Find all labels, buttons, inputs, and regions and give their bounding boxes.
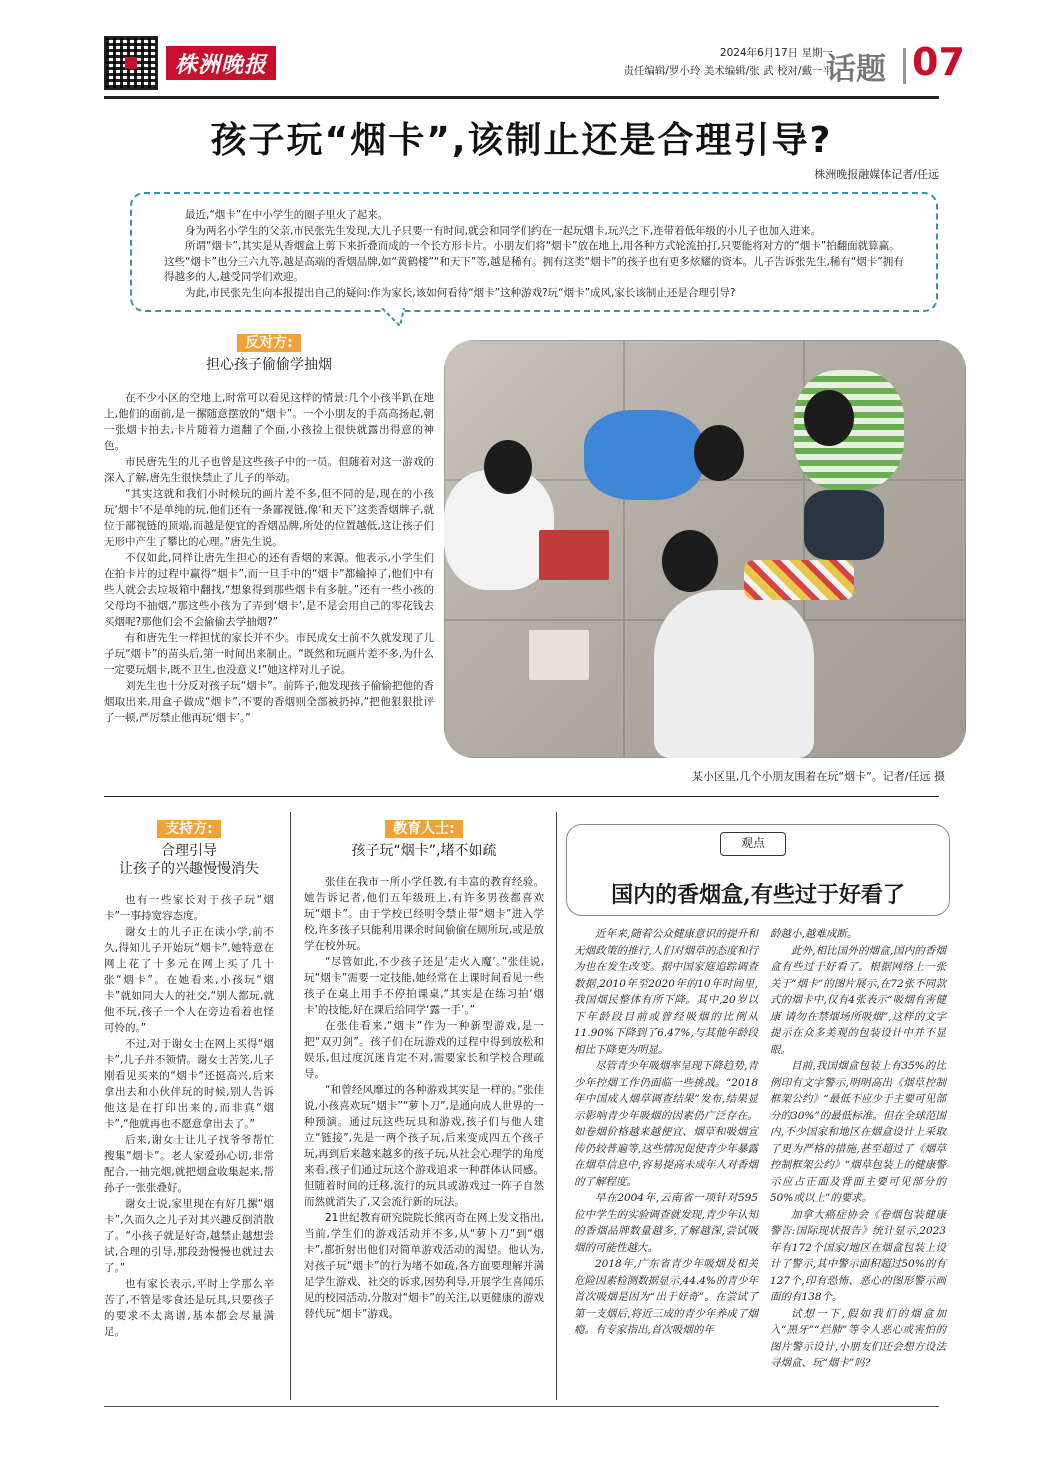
viewpoint-paragraph: 加拿大癌症协会《卷烟包装健康警告:国际现状报告》统计显示,2023年有172个国家/地区在烟盒包装上设计了警示,其中警示面积超过50%的有127个,印有恐怖、恶心的图形警示画面的有138个。: [770, 1208, 946, 1303]
educator-paragraph: “和曾经风靡过的各种游戏其实是一样的。”张佳说,小孩喜欢玩“烟卡”“萝卜刀”,是通向成人世界的一种预演。通过玩这些玩具和游戏,孩子们与他人建立“链接”,先是一两个孩子玩,后来变成四五个孩子玩,再到后来越来越多的孩子玩,从社会心理学的角度来看,孩子们通过玩这个游戏追求一种群体认同感。但随着时间的迁移,流行的玩具或游戏过一阵子自然而然就消失了,又会流行新的玩法。: [304, 1084, 544, 1208]
column-divider: [290, 812, 291, 1400]
support-subhead: 合理引导: [161, 843, 217, 859]
cigarette-box: [539, 530, 609, 580]
support-paragraph: 也有家长表示,平时上学那么辛苦了,不管是零食还是玩具,只要孩子的要求不太离谱,基本都会尽量满足。: [104, 1278, 274, 1338]
support-section: [104, 820, 274, 1340]
intro-box: [130, 192, 938, 312]
page-number: 07: [912, 40, 965, 84]
viewpoint-paragraph: 尽管青少年吸烟率呈现下降趋势,青少年控烟工作仍面临一些挑战。“2018年中国成人烟草调查结果”发布,结果显示影响青少年吸烟的因素仍广泛存在。如卷烟价格越来越便宜、烟草和吸烟宣传仍较普遍等,这些情况促使青少年暴露在烟草信息中,容易提高未成年人对香烟的了解程度。: [574, 1060, 758, 1188]
newspaper-masthead: 株洲晚报: [166, 46, 276, 80]
oppose-paragraph: 市民唐先生的儿子也曾是这些孩子中的一员。但随着对这一游戏的深入了解,唐先生很快禁止了儿子的举动。: [104, 456, 434, 484]
footer-rule: [104, 1406, 939, 1407]
viewpoint-title: 国内的香烟盒,有些过于好看了: [611, 882, 905, 908]
educator-paragraph: “尽管如此,不少孩子还是‘走火入魔’。”张佳说,玩“烟卡”需要一定技能,她经常在上课时间看见一些孩子在桌上用手不停拍课桌,“其实是在练习拍‘烟卡’的技能,好在课后给同学‘露一手’。”: [304, 956, 544, 1016]
column-divider: [556, 812, 557, 1400]
oppose-paragraph: 在不少小区的空地上,时常可以看见这样的情景:几个小孩半趴在地上,他们的面前,是一摞随意摆放的“烟卡”。一个小朋友的手高高扬起,朝一张烟卡拍去,卡片随着力道翻了个面,小孩捡上很快就露出得意的神色。: [104, 392, 434, 452]
support-paragraph: 后来,谢女士让儿子找爷爷帮忙搜集“烟卡”。老人家爱孙心切,非常配合,一抽完烟,就把烟盒收集起来,帮孙子一张张叠好。: [104, 1134, 274, 1194]
kids-playing-photo: [444, 340, 966, 758]
viewpoint-paragraph: 早在2004年,云南省一项针对595位中学生的实验调查就发现,青少年认知的香烟品牌数量越多,了解越深,尝试吸烟的可能性越大。: [574, 1192, 758, 1254]
kid-head: [694, 425, 744, 481]
qr-code: [104, 36, 158, 90]
header-rule: [104, 96, 939, 99]
photo-caption: 某小区里,几个小朋友围着在玩“烟卡”。记者/任远 摄: [691, 770, 945, 783]
oppose-paragraph: 有和唐先生一样担忧的家长并不少。市民成女士前不久就发现了儿子玩“烟卡”的苗头后,第一时间出来制止。“既然和玩画片差不多,为什么一定要玩烟卡,既不卫生,也没意义!”她这样对儿子说。: [104, 632, 434, 676]
viewpoint-paragraph: 试想一下,假如我们的烟盒加入“黑牙”“烂肺”等令人恶心或害怕的图片警示设计,小朋友们还会想方设法寻烟盒、玩“烟卡”吗?: [770, 1307, 946, 1369]
educator-paragraph: 在张佳看来,“烟卡”作为一种新型游戏,是一把“双刃剑”。孩子们在玩游戏的过程中得到放松和娱乐,但过度沉迷肯定不对,需要家长和学校合理疏导。: [304, 1020, 544, 1080]
viewpoint-paragraph: 近年来,随着公众健康意识的提升和无烟政策的推行,人们对烟草的态度和行为也在发生改变。据中国家庭追踪调查数据,2010年至2020年的10年时间里,我国烟民整体有所下降。其中,20岁以下年龄段目前或曾经吸烟的比例从11.90%下降到了6.47%,与其他年龄段相比下降更为明显。: [574, 928, 758, 1056]
intro-paragraph: 最近,“烟卡”在中小学生的圈子里火了起来。: [185, 209, 389, 221]
viewpoint-tag: 观点: [720, 832, 786, 856]
editor-credits: 责任编辑/罗小玲 美术编辑/张 武 校对/戴一平: [623, 65, 833, 77]
intro-paragraph: 身为两名小学生的父亲,市民张先生发现,大儿子只要一有时间,就会和同学们约在一起玩烟卡,玩兴之下,连带着低年级的小儿子也加入进来。: [185, 224, 822, 237]
issue-date: 2024年6月17日 星期一: [719, 47, 833, 59]
educator-kicker: 教育人士:: [385, 820, 463, 838]
support-paragraph: 谢女士的儿子正在读小学,前不久,得知儿子开始玩“烟卡”,她特意在网上花了十多元在网上买了几十张“烟卡”。在她看来,小孩玩“烟卡”就如同大人的社交,“别人都玩,就他不玩,孩子一个人在旁边看着也怪可怜的。”: [104, 926, 274, 1034]
support-paragraph: 不过,对于谢女士在网上买得“烟卡”,儿子并不领情。谢女士苦笑,儿子刚看见买来的“烟卡”还挺高兴,后来拿出去和小伙伴玩的时候,别人告诉他这是在打印出来的,而非真“烟卡”,“他就再也不愿意拿出去了。”: [104, 1038, 274, 1130]
backpack: [804, 490, 884, 560]
educator-subhead: 孩子玩“烟卡”,堵不如疏: [351, 843, 497, 859]
viewpoint-paragraph: 龄越小,越难成断。: [770, 928, 858, 940]
viewpoint-column-1: [574, 926, 758, 1339]
cigarette-box: [529, 630, 589, 680]
oppose-paragraph: 刘先生也十分反对孩子玩“烟卡”。前阵子,他发现孩子偷偷把他的香烟取出来,用盒子做成“烟卡”,不要的香烟则全部被扔掉,“把他狠狠批评了一顿,严厉禁止他再玩‘烟卡’。”: [104, 680, 434, 724]
kid-blue-shirt: [584, 410, 704, 500]
oppose-kicker: 反对方:: [237, 334, 301, 352]
headline: 孩子玩“烟卡”,该制止还是合理引导?: [210, 120, 833, 161]
educator-section: [304, 820, 544, 1322]
support-kicker: 支持方:: [157, 820, 221, 838]
viewpoint-paragraph: 目前,我国烟盒包装上有35%的比例印有文字警示,明明高出《烟草控制框架公约》“最低不应少于主要可见部分的30%”的最低标准。但在全球范围内,不少国家和地区在烟盒设计上采取了更为严格的措施,甚至超过了《烟草控制框架公约》“烟草包装上的健康警示应占正面及背面主要可见部分的50%或以上”的要求。: [770, 1060, 946, 1204]
section-divider: [903, 48, 906, 84]
viewpoint-paragraph: 此外,相比国外的烟盒,国内的香烟盒有些过于好看了。根据网络上一张关于“烟卡”的图片展示,在72张不同款式的烟卡中,仅有4张表示“吸烟有害健康 请勿在禁烟场所吸烟”,这样的文字提示在众多美观的包装设计中并不显眼。: [770, 944, 946, 1056]
kid-front-shirt: [654, 590, 814, 758]
section-rule: [104, 796, 939, 797]
intro-paragraph: 所谓“烟卡”,其实是从香烟盒上剪下来折叠而成的一个长方形卡片。小朋友们将“烟卡”放在地上,用各种方式轮流拍打,只要能将对方的“烟卡”拍翻面就算赢。这些“烟卡”也分三六九等,越是高端的香烟品牌,如“黄鹤楼”“和天下”等,越是稀有。拥有这类“烟卡”的孩子也有更多炫耀的资本。儿子告诉张先生,稀有“烟卡”拥有得越多的人,越受同学们欢迎。: [164, 240, 904, 283]
oppose-paragraph: “其实这就和我们小时候玩的画片差不多,但不同的是,现在的小孩玩‘烟卡’不是单纯的玩,他们还有一条鄙视链,像‘和天下’这类香烟牌子,就位于鄙视链的顶端,而越是便宜的香烟品牌,所处的位置越低,这让孩子们无形中产生了攀比的心理。”唐先生说。: [104, 488, 434, 548]
section-name: 话题: [826, 52, 886, 87]
kid-head: [484, 440, 532, 494]
kid-head: [804, 390, 854, 446]
intro-paragraph: 为此,市民张先生向本报提出自己的疑问:作为家长,该如何看待“烟卡”这种游戏?玩“烟卡”成风,家长该制止还是合理引导?: [185, 286, 736, 299]
card-pile: [744, 560, 854, 600]
kid-head: [662, 530, 718, 592]
header-meta: [623, 44, 833, 80]
viewpoint-column-2: [770, 926, 946, 1372]
educator-paragraph: 21世纪教育研究院院长熊丙奇在网上发文指出,当前,学生们的游戏活动并不多,从“萝卜刀”到“烟卡”,都折射出他们对简单游戏活动的渴望。他认为,对孩子玩“烟卡”的行为堵不如疏,各方面要理解并满足学生游戏、社交的诉求,因势利导,开展学生喜闻乐见的校园活动,分散对“烟卡”的关注,以更健康的游戏替代玩“烟卡”游戏。: [304, 1212, 544, 1320]
speech-tail: [380, 308, 420, 328]
educator-paragraph: 张佳在我市一所小学任教,有丰富的教育经验。她告诉记者,他们五年级班上,有许多男孩都喜欢玩“烟卡”。由于学校已经明令禁止带“烟卡”进入学校,许多孩子只能利用课余时间偷偷在厕所玩,或是放学在校外玩。: [304, 876, 544, 952]
pavement-tile: [804, 620, 966, 758]
oppose-subhead: 担心孩子偷偷学抽烟: [206, 357, 332, 373]
oppose-paragraph: 不仅如此,同样让唐先生担心的还有香烟的来源。他表示,小学生们在拍卡片的过程中赢得“烟卡”,而一旦手中的“烟卡”都输掉了,他们中有些人就会去垃圾箱中翻找,“想象得到那些烟卡有多脏。”还有一些小孩的父母均不抽烟,“那这些小孩为了弄到‘烟卡’,是不是会用自己的零花钱去买烟呢?那他们会不会偷偷去学抽烟?”: [104, 552, 434, 628]
viewpoint-paragraph: 2018年,广东省青少年吸烟及相关危险因素检测数据显示,44.4%的青少年首次吸烟是因为“出于好奇”。在尝试了第一支烟后,将近三成的青少年养成了烟瘾。有专家指出,首次吸烟的年: [574, 1258, 758, 1336]
support-subhead: 让孩子的兴趣慢慢消失: [119, 861, 259, 877]
support-paragraph: 谢女士说,家里现在有好几摞“烟卡”,久而久之儿子对其兴趣反倒消散了。“小孩子就是好奇,越禁止越想尝试,合理的引导,那段劲慢慢也就过去了。”: [104, 1198, 274, 1274]
byline: 株洲晚报融媒体记者/任远: [814, 168, 939, 181]
oppose-section: [104, 334, 434, 726]
support-paragraph: 也有一些家长对于孩子玩“烟卡”一事持宽容态度。: [104, 894, 274, 922]
